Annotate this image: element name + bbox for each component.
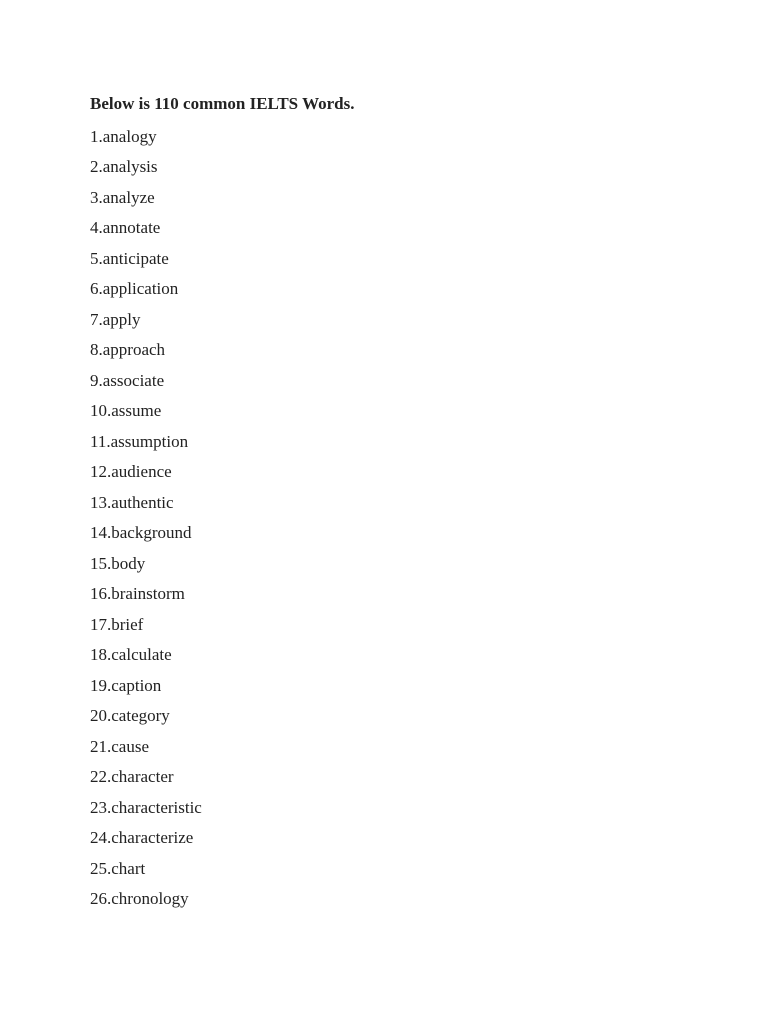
word-list-item: 23.characteristic xyxy=(90,797,202,817)
word-list-item: 13.authentic xyxy=(90,492,174,512)
word-list-item: 3.analyze xyxy=(90,187,155,207)
word-list-item: 16.brainstorm xyxy=(90,584,185,603)
word-list-item: 7.apply xyxy=(90,309,141,329)
word-list-item: 15.body xyxy=(90,553,146,573)
word-list-item: 14.background xyxy=(90,523,192,542)
word-list-item: 1.analogy xyxy=(90,126,157,146)
word-list-item: 22.character xyxy=(90,767,174,786)
word-list-item: 10.assume xyxy=(90,401,162,420)
word-list-item: 8.approach xyxy=(90,340,166,359)
word-list-item: 4.annotate xyxy=(90,218,161,237)
word-list-item: 21.cause xyxy=(90,736,150,756)
word-list-item: 11.assumption xyxy=(90,431,189,451)
word-list-item: 17.brief xyxy=(90,614,144,634)
document-heading: Below is 110 common IELTS Words. xyxy=(90,94,355,113)
word-list-item: 19.caption xyxy=(90,675,162,695)
document-content xyxy=(90,91,690,915)
word-list-item: 25.chart xyxy=(90,858,146,878)
word-list-item: 18.calculate xyxy=(90,645,172,664)
word-list-item: 24.characterize xyxy=(90,828,194,847)
word-list-item: 26.chronology xyxy=(90,889,189,908)
word-list-item: 12.audience xyxy=(90,462,172,481)
word-list xyxy=(90,122,690,915)
word-list-item: 6.application xyxy=(90,279,179,298)
word-list-item: 5.anticipate xyxy=(90,248,169,268)
word-list-item: 9.associate xyxy=(90,370,165,390)
word-list-item: 20.category xyxy=(90,706,170,725)
word-list-item: 2.analysis xyxy=(90,157,158,176)
